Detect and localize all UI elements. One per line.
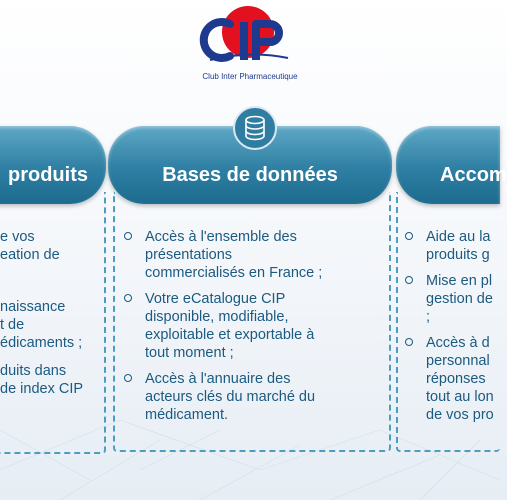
database-icon <box>233 106 277 150</box>
list-item: Mise en pl gestion de ; <box>396 272 500 326</box>
list-item: Aide au la produits g <box>396 228 500 264</box>
list-item: Accès à d personnal réponses tout au lon de vos pro <box>396 334 500 424</box>
list-item: naissance t de édicaments ; <box>0 299 83 351</box>
panel-title: Accom <box>440 164 507 186</box>
panel-list <box>396 228 500 432</box>
list-item: duits dans de index CIP <box>0 363 84 397</box>
bullet-icon <box>124 374 132 382</box>
list-item: e vos eation de <box>0 229 60 263</box>
panel-title: Bases de données <box>162 164 338 186</box>
bullet-icon <box>124 232 132 240</box>
bullet-icon <box>405 338 413 346</box>
bullet-icon <box>124 294 132 302</box>
bullet-icon <box>405 232 413 240</box>
list-item: Accès à l'annuaire des acteurs clés du marché du médicament. <box>115 370 385 424</box>
panel-title: produits <box>8 164 88 186</box>
bullet-icon <box>405 276 413 284</box>
list-item: Votre eCatalogue CIP disponible, modifiable, exploitable et exportable à tout moment ; <box>115 290 385 362</box>
logo-subtitle: Club Inter Pharmaceutique <box>202 72 298 81</box>
panel-list <box>0 228 110 406</box>
panel-list <box>115 228 385 432</box>
cip-logo <box>170 2 330 94</box>
logo-graphic <box>170 2 330 74</box>
list-item: Accès à l'ensemble des présentations commercialisés en France ; <box>115 228 385 282</box>
